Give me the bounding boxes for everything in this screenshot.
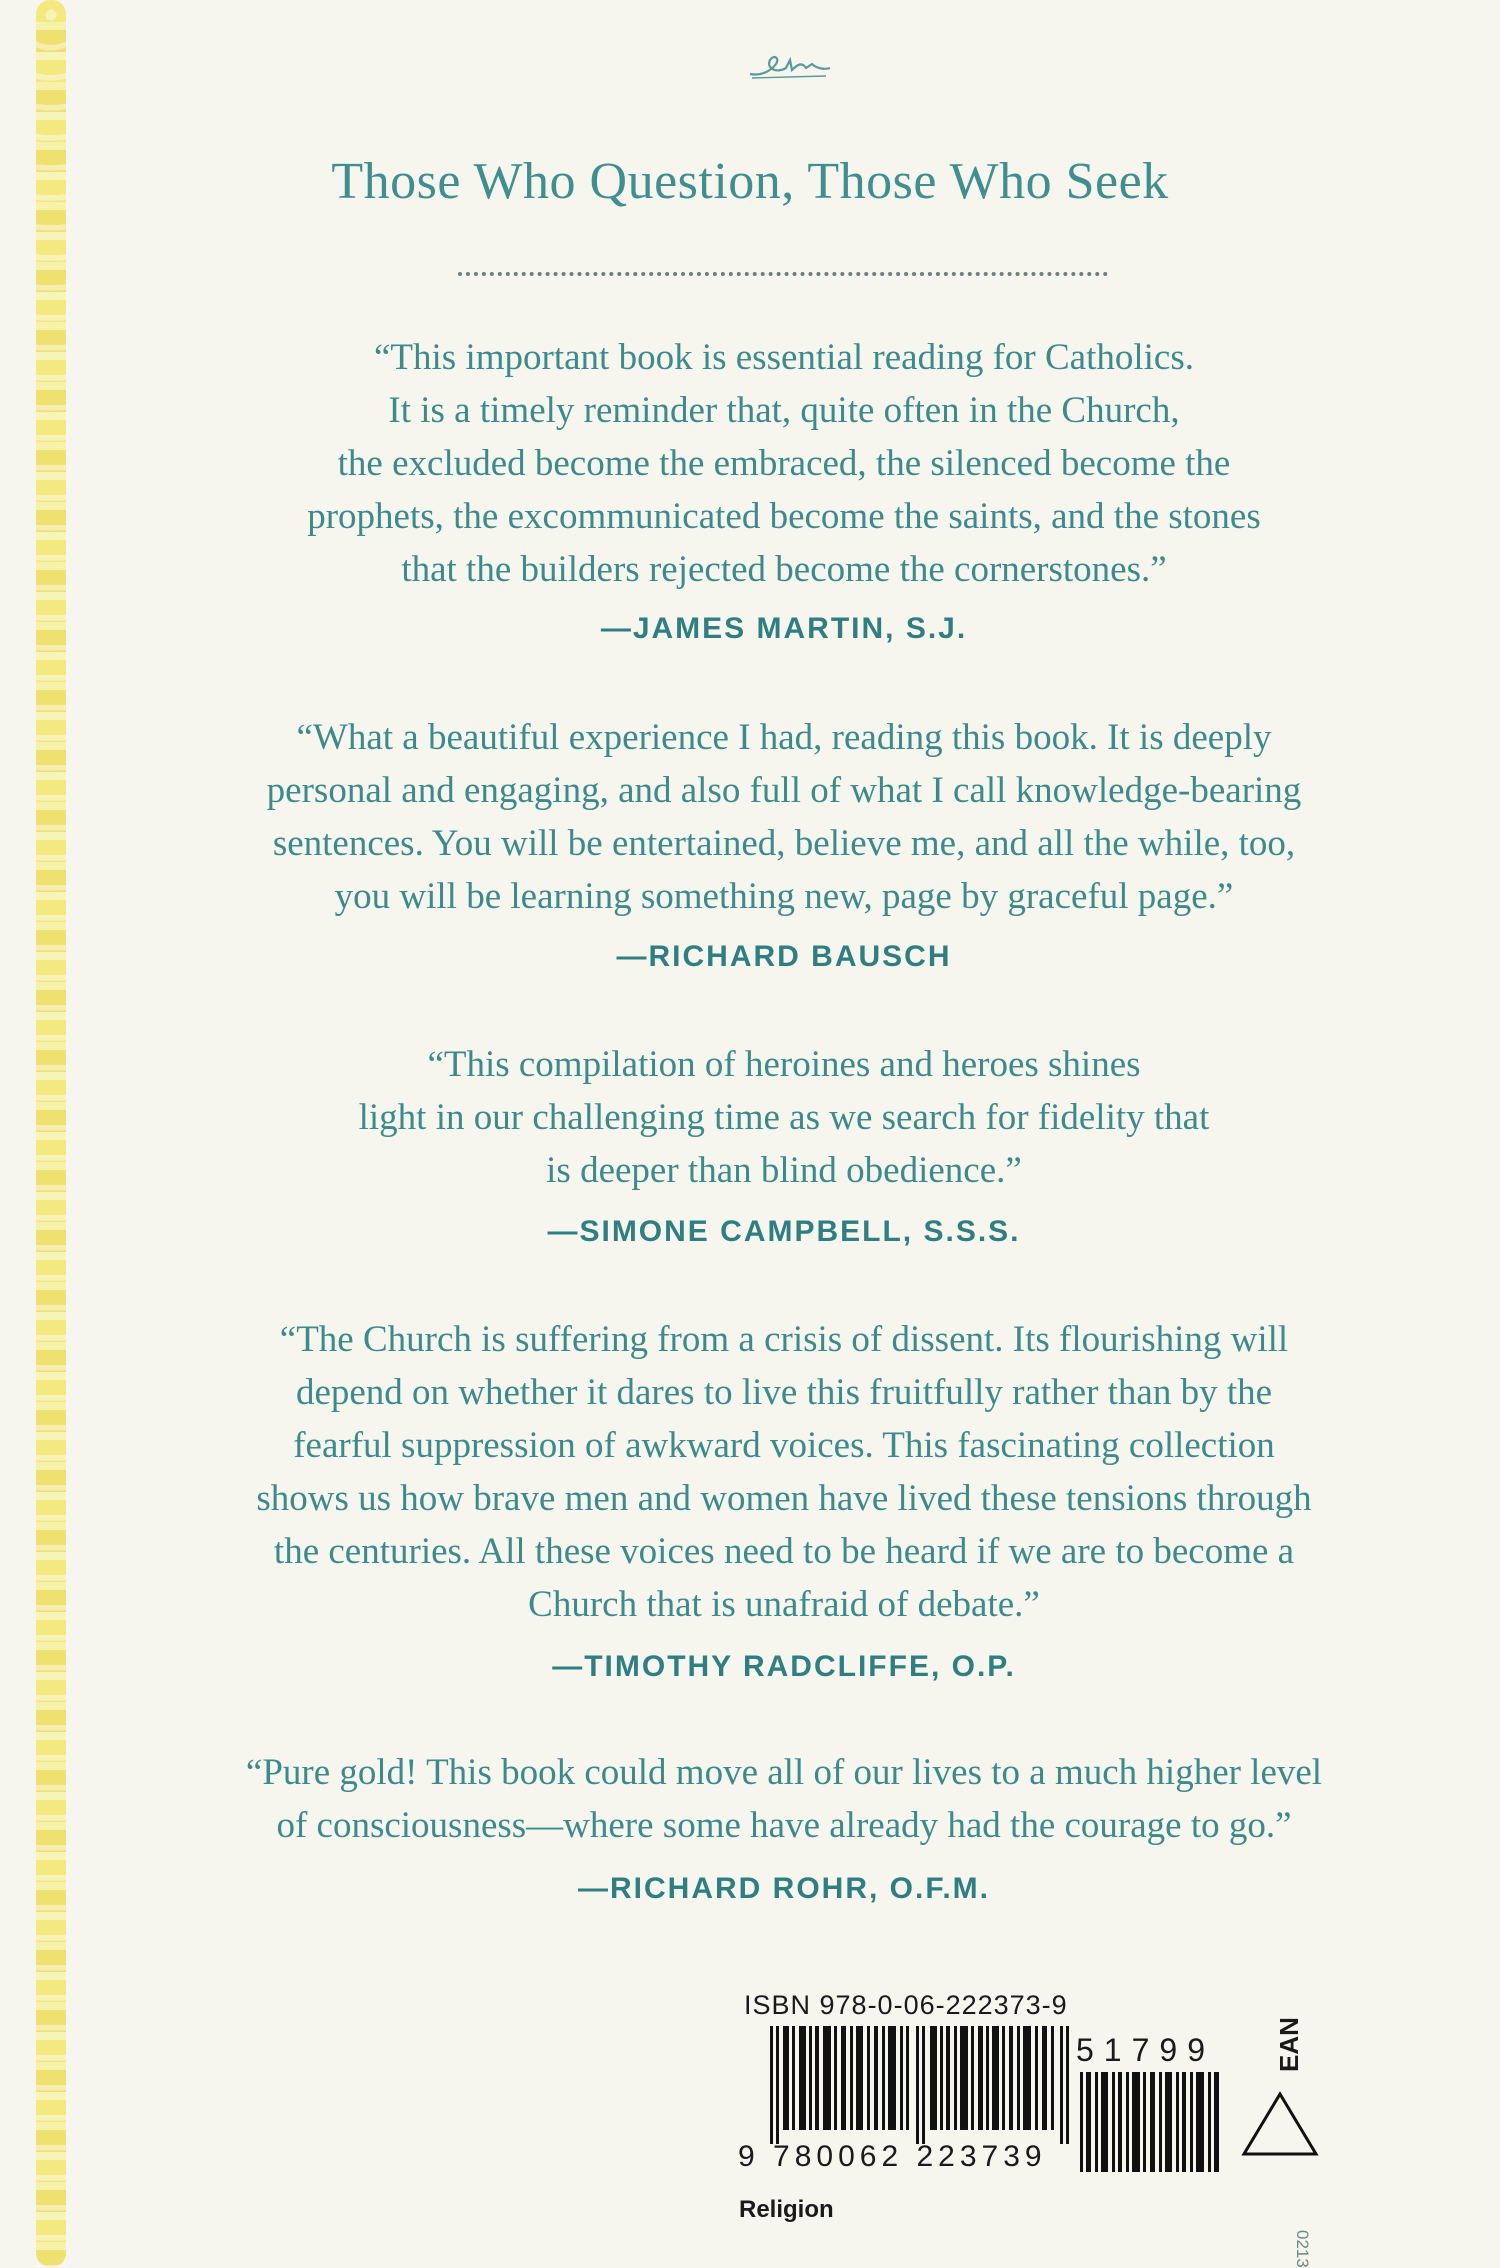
isbn-text: ISBN 978-0-06-222373-9 (744, 1990, 1068, 2020)
quote-4: “The Church is suffering from a crisis of dissent. Its flourishing will depend on whether it dares to live this fruitfully rather than by the fearful suppression of awkward voices. This fascinating collection shows us how brave men and women have lived these tensions through the centuries. All these voices need to be heard if we are to become a Church that is unafraid of debate.” (256, 1319, 1312, 1625)
quote-3: “This compilation of heroines and heroes shines light in our challenging time as we search for fidelity that is deeper than blind obedience.” (358, 1044, 1210, 1191)
price-barcode (1080, 2072, 1228, 2172)
quote-4-attribution: —TIMOTHY RADCLIFFE, O.P. (552, 1650, 1016, 1683)
category-label: Religion (739, 2196, 834, 2223)
quote-5-attribution: —RICHARD ROHR, O.F.M. (578, 1872, 990, 1905)
quote-1: “This important book is essential reading for Catholics. It is a timely reminder that, quite often in the Church, the excluded become the embraced, the silenced become the prophets, the excommunicated become the saints, and the stones that the builders rejected become the cornerstones.” (307, 337, 1261, 590)
quote-2: “What a beautiful experience I had, reading this book. It is deeply personal and engaging, and also full of what I call knowledge-bearing sentences. You will be entertained, believe me, and all the while, too, you will be learning something new, page by graceful page.” (266, 717, 1302, 917)
flourish-ornament-icon (746, 46, 832, 86)
triangle-logo-icon (1240, 2090, 1320, 2158)
side-code: 0213 (1293, 2230, 1312, 2268)
barcode-digits: 9 780062 223739 (738, 2140, 1047, 2173)
dotted-divider (458, 272, 1108, 276)
quote-3-attribution: —SIMONE CAMPBELL, S.S.S. (547, 1215, 1021, 1248)
ean-label: EAN (1274, 2017, 1304, 2072)
isbn-barcode (770, 2026, 1090, 2144)
quote-1-attribution: —JAMES MARTIN, S.J. (600, 612, 968, 645)
quote-5: “Pure gold! This book could move all of our lives to a much higher level of consciousness—where some have already had the courage to go.” (245, 1752, 1323, 1846)
decorative-left-border (36, 0, 66, 2267)
page-title: Those Who Question, Those Who Seek (331, 153, 1169, 210)
price-code: 51799 (1076, 2032, 1215, 2068)
quote-2-attribution: —RICHARD BAUSCH (616, 940, 952, 973)
